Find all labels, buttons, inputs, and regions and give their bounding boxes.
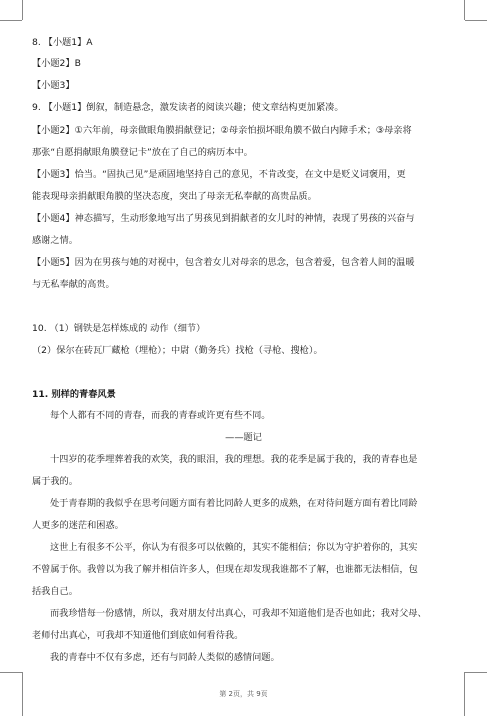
answer-9-sub5: 【小题5】因为在男孩与她的对视中，包含着女儿对母亲的思念，包含着爱，包含着人间的温暖 bbox=[32, 257, 415, 268]
essay-title: 11. 别样的青春风景 bbox=[32, 389, 116, 400]
crop-mark-top-right bbox=[464, 0, 465, 20]
crop-mark-bottom-left bbox=[0, 672, 22, 673]
essay-epigraph: 每个人都有不同的青春，而我的青春或许更有些不同。 bbox=[50, 410, 271, 421]
answer-8-sub1: 8. 【小题1】A bbox=[32, 37, 93, 48]
essay-paragraph: 括我自己。 bbox=[32, 586, 78, 597]
answer-9-sub3-cont: 能表现母亲捐献眼角膜的坚决态度，突出了母亲无私奉献的高贵品质。 bbox=[32, 191, 317, 202]
essay-epigraph-label: ——题记 bbox=[225, 432, 262, 443]
essay-paragraph: 人更多的迷茫和困惑。 bbox=[32, 520, 124, 531]
essay-paragraph: 这世上有很多不公平，你认为有很多可以依赖的，其实不能相信；你以为守护着你的，其实 bbox=[50, 542, 418, 553]
essay-paragraph: 老师付出真心，可我却不知道他们到底如何看待我。 bbox=[32, 630, 244, 641]
essay-paragraph: 处于青春期的我似乎在思考问题方面有着比同龄人更多的成熟，在对待问题方面有着比同龄 bbox=[50, 498, 418, 509]
essay-paragraph: 不曾属于你。我曾以为我了解并相信许多人，但现在却发现我谁都不了解，也谁都无法相信，包 bbox=[32, 564, 418, 575]
answer-9-sub5-cont: 与无私奉献的高贵。 bbox=[32, 279, 115, 290]
answer-9-sub4: 【小题4】神态描写，生动形象地写出了男孩见到捐献者的女儿时的神情，表现了男孩的兴奋与 bbox=[32, 213, 415, 224]
answer-9-sub4-cont: 感谢之情。 bbox=[32, 235, 78, 246]
crop-mark-bottom-right bbox=[465, 672, 487, 673]
answer-9-sub2-cont: 那张“自愿捐献眼角膜登记卡”放在了自己的病历本中。 bbox=[32, 147, 253, 158]
crop-mark-top-left bbox=[0, 20, 22, 21]
page-footer: 第 2页，共 9页 bbox=[219, 690, 268, 698]
essay-paragraph: 而我珍惜每一份感情，所以，我对朋友付出真心，可我却不知道他们是否也如此；我对父母、 bbox=[50, 608, 427, 619]
answer-8-sub3: 【小题3】 bbox=[32, 80, 75, 91]
essay-paragraph: 属于我的。 bbox=[32, 476, 78, 487]
answer-9-sub1: 9. 【小题1】倒叙，制造悬念，激发读者的阅读兴趣；使文章结构更加紧凑。 bbox=[32, 102, 344, 113]
answer-9-sub2: 【小题2】①六年前，母亲做眼角膜捐献登记；②母亲怕损坏眼角膜不做白内障手术；③母亲将 bbox=[32, 125, 412, 136]
crop-mark-top-left bbox=[22, 0, 23, 20]
essay-paragraph: 我的青春中不仅有多虑，还有与同龄人类似的感情问题。 bbox=[50, 652, 280, 663]
answer-10-part1: 10. （1）钢铁是怎样炼成的 动作（细节） bbox=[32, 323, 206, 334]
answer-9-sub3: 【小题3】恰当。“固执己见”是顽固地坚持自己的意见，不肯改变，在文中是贬义词褒用，更 bbox=[32, 169, 406, 180]
essay-paragraph: 十四岁的花季埋葬着我的欢笑，我的眼泪，我的理想。我的花季是属于我的，我的青春也是 bbox=[50, 454, 418, 465]
answer-10-part2: （2）保尔在砖瓦厂藏枪（埋枪）；中尉（勤务兵）找枪（寻枪、搜枪）。 bbox=[32, 345, 323, 356]
crop-mark-top-right bbox=[465, 20, 487, 21]
answer-8-sub2: 【小题2】B bbox=[32, 58, 81, 69]
